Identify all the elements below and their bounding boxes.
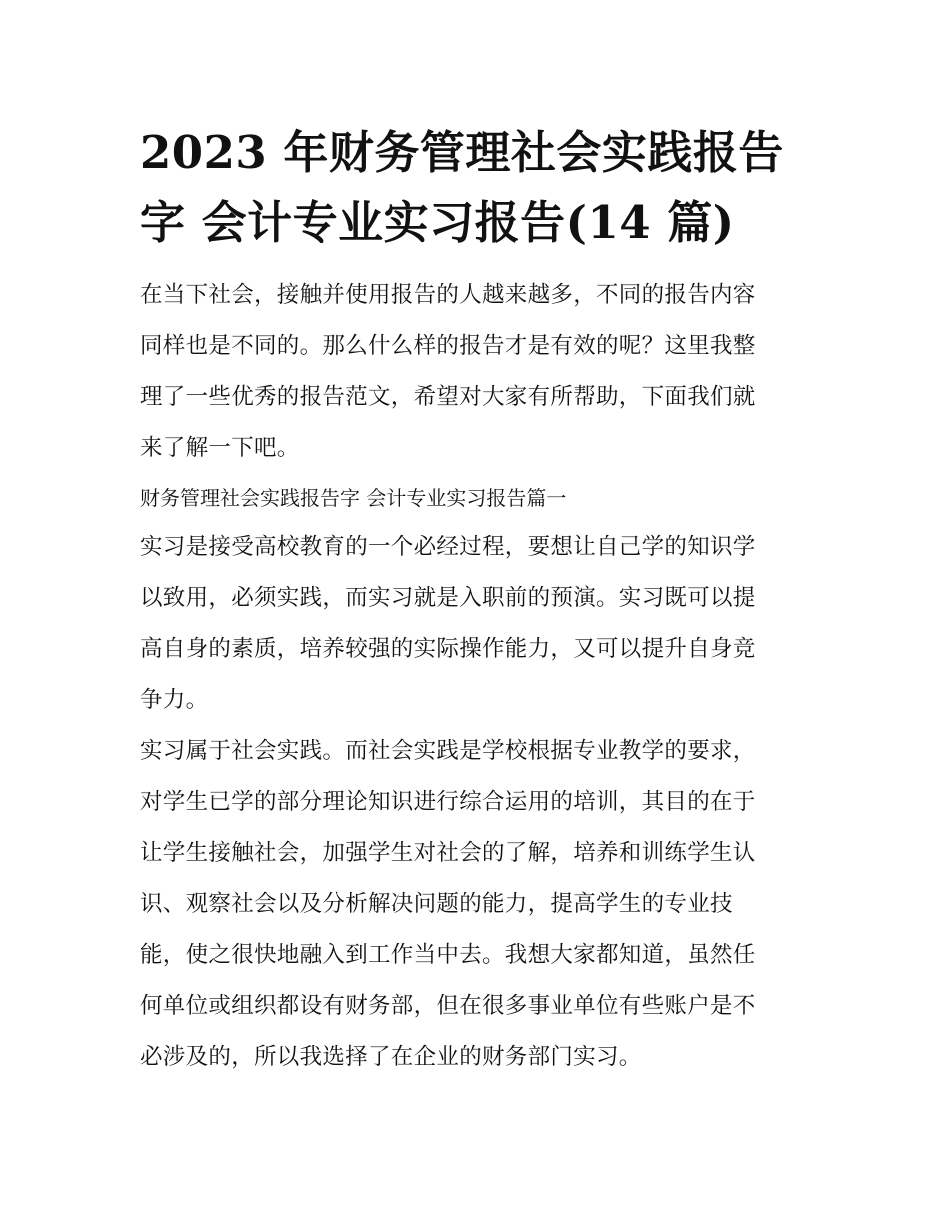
document-body [140,270,816,1083]
text-line: 何单位或组织都设有财务部，但在很多事业单位有些账户是不 [140,993,756,1019]
text-line: 对学生已学的部分理论知识进行综合运用的培训，其目的在于 [140,789,756,815]
text-line: 争力。 [140,687,209,713]
body-paragraph-2 [140,726,816,1083]
section-heading: 财务管理社会实践报告字 会计专业实习报告篇一 [140,486,567,510]
text-line: 同样也是不同的。那么什么样的报告才是有效的呢？这里我整 [140,333,756,359]
title-line: 2023 年财务管理社会实践报告 [140,126,784,179]
title-line: 字 会计专业实习报告(14 篇) [140,196,735,249]
text-line: 在当下社会，接触并使用报告的人越来越多，不同的报告内容 [140,282,756,308]
text-line: 理了一些优秀的报告范文，希望对大家有所帮助，下面我们就 [140,384,756,410]
text-line: 能，使之很快地融入到工作当中去。我想大家都知道，虽然任 [140,942,756,968]
text-line: 让学生接触社会，加强学生对社会的了解，培养和训练学生认 [140,840,756,866]
text-line: 实习属于社会实践。而社会实践是学校根据专业教学的要求， [140,738,756,764]
text-line: 识、观察社会以及分析解决问题的能力，提高学生的专业技 [140,891,733,917]
document-page [140,118,816,1083]
text-line: 实习是接受高校教育的一个必经过程，要想让自己学的知识学 [140,534,756,560]
intro-paragraph [140,270,816,474]
text-line: 必涉及的，所以我选择了在企业的财务部门实习。 [140,1044,642,1070]
text-line: 来了解一下吧。 [140,435,300,461]
body-paragraph-1 [140,522,816,726]
text-line: 以致用，必须实践，而实习就是入职前的预演。实习既可以提 [140,585,756,611]
document-title [140,118,816,258]
text-line: 高自身的素质，培养较强的实际操作能力，又可以提升自身竞 [140,636,756,662]
